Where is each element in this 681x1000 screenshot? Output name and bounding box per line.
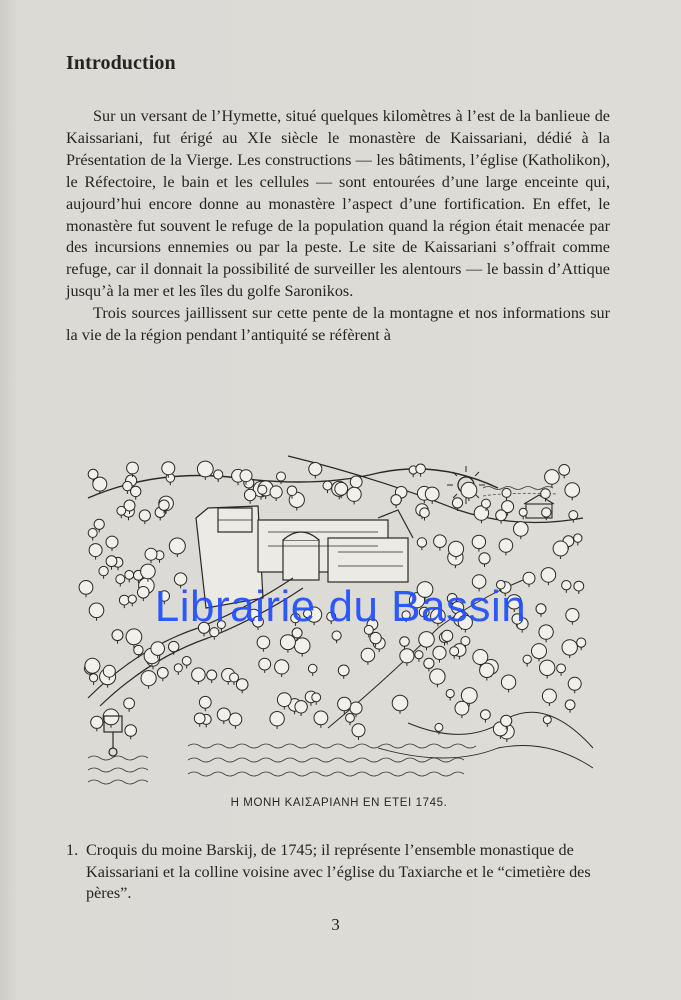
figure-inscription: Η ΜΟΝΗ ΚΑΙΣΑΡΙΑΝΗ ΕΝ ΕΤΕΙ 1745. (230, 797, 448, 809)
figure-caption (66, 840, 610, 905)
paragraph-2: Trois sources jaillissent sur cette pente de la montagne et nos informations sur la vie de la région pendant l’antiquité se réfèrent à (66, 304, 610, 345)
page-number: 3 (331, 915, 340, 934)
monastery-sketch (78, 448, 600, 816)
section-heading: Introduction (66, 52, 176, 74)
paragraph-1: Sur un versant de l’Hymette, situé quelques kilomètres à l’est de la banlieue de Kaissariani, fut érigé au XIe siècle le monastère de Kaissariani, dédié à la Présentation de la Vierge. Les constructions — les bâtiments, l’église (Katholikon), le Réfectoire, le bain et les cellules — sont entourées d’une large enceinte qui, aujourd’hui encore donne au monastère l’aspect d’une fortification. En effet, le monastère fut souvent le refuge de la population quand la région était menacée par des incursions ennemies ou par la peste. Le site de Kaissariani s’offrait comme refuge, car il donnait la possibilité de surveiller les alentours — le bassin d’Attique jusqu’à la mer et les îles du golfe Saronikos. (66, 107, 610, 301)
watermark: Librairie du Bassin (154, 582, 527, 631)
caption-number: 1. (66, 841, 79, 859)
body-text (66, 106, 610, 347)
caption-text: Croquis du moine Barskij, de 1745; il représente l’ensemble monastique de Kaissariani et la colline voisine avec l’église du Taxiarche et le “cimetière des pères”. (86, 841, 591, 902)
sketch-drawing (78, 448, 600, 816)
